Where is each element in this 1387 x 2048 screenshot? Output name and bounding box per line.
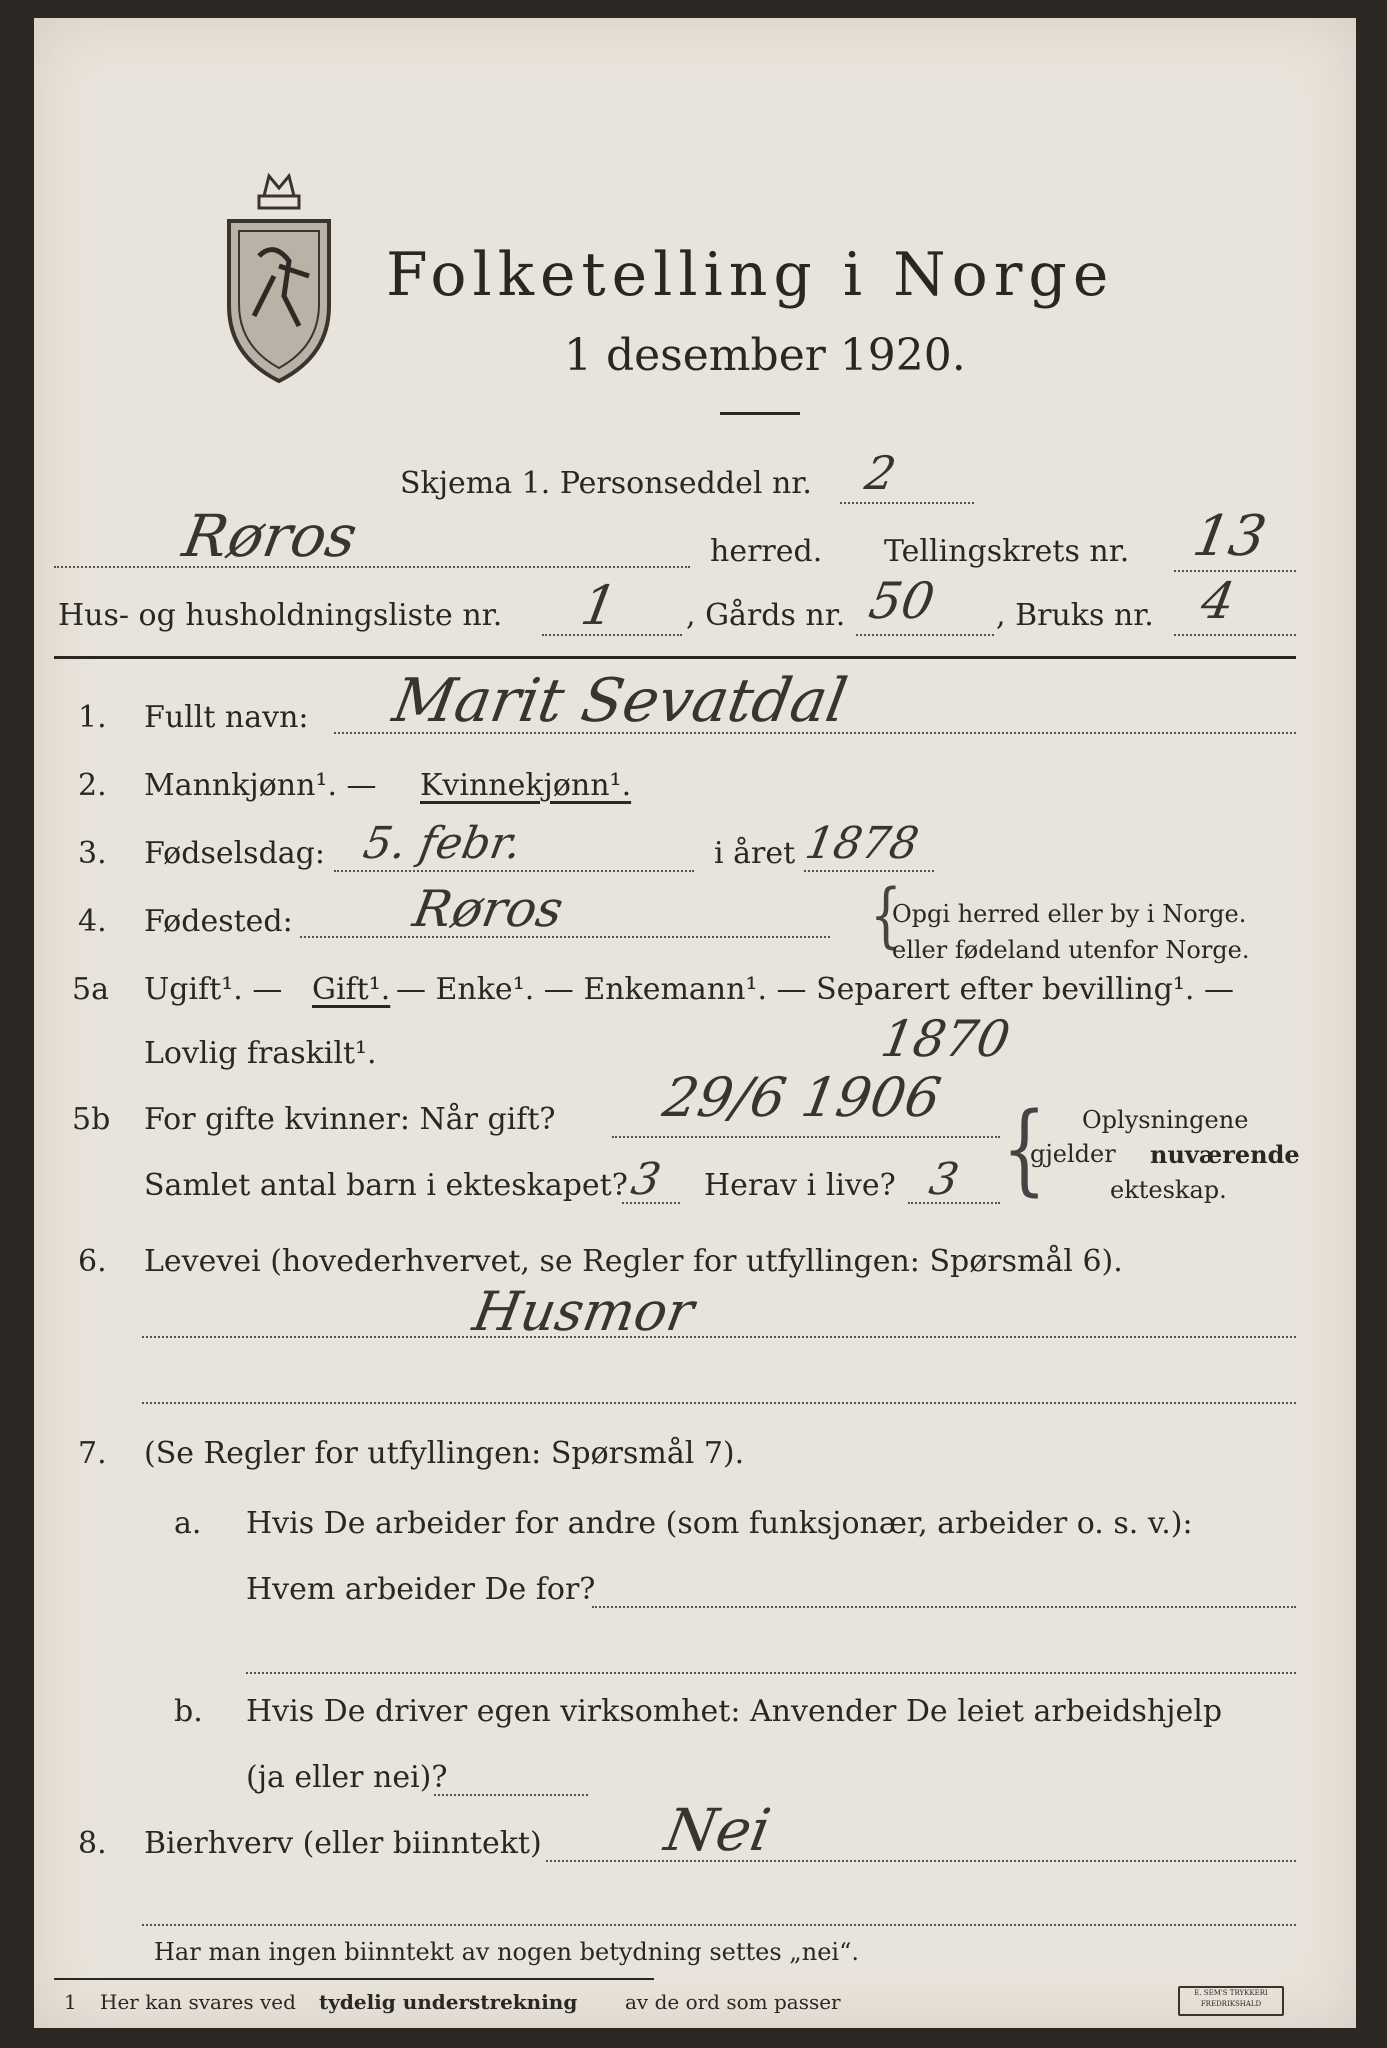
q1-number: 1. — [78, 700, 107, 735]
q2-kvinne-underlined: Kvinnekjønn¹. — [420, 768, 632, 803]
personseddel-line — [840, 502, 974, 504]
page-title: Folketelling i Norge — [386, 240, 1115, 310]
coat-of-arms-icon — [219, 166, 339, 388]
hus-line — [542, 634, 682, 636]
q5b-barn-label: Samlet antal barn i ekteskapet? — [144, 1168, 628, 1203]
q7b-label-2: (ja eller nei)? — [246, 1760, 448, 1795]
footnote-part-c: av de ord som passer — [625, 1990, 841, 2014]
q5b-live-line — [908, 1202, 1000, 1204]
herred-line — [54, 566, 690, 568]
q4-line — [300, 936, 830, 938]
q5b-live-label: Herav i live? — [704, 1168, 896, 1203]
q5b-brace: { — [1002, 1091, 1047, 1207]
hus-label: Hus- og husholdningsliste nr. — [58, 598, 503, 633]
q5b-note-2a: gjelder — [1030, 1140, 1116, 1168]
q1-answer: Marit Sevatdal — [387, 666, 853, 736]
tellingskrets-label: Tellingskrets nr. — [884, 534, 1130, 569]
q5a-line2: Lovlig fraskilt¹. — [144, 1036, 377, 1071]
q7a-line-1 — [592, 1606, 1296, 1608]
q8-number: 8. — [78, 1826, 107, 1861]
title-divider — [720, 412, 800, 415]
q5b-label: For gifte kvinner: Når gift? — [144, 1102, 556, 1137]
q4-note-2: eller fødeland utenfor Norge. — [892, 936, 1250, 964]
skjema-label: Skjema 1. Personseddel nr. — [400, 466, 812, 501]
q7-number: 7. — [78, 1436, 107, 1471]
printer-stamp-line-1: E. SEM'S TRYKKERI — [1194, 1989, 1268, 1997]
q7a-label: Hvis De arbeider for andre (som funksjonær, arbeider o. s. v.): — [246, 1506, 1193, 1541]
tellingskrets-nr: 13 — [1188, 504, 1271, 569]
q4-brace: { — [870, 874, 902, 956]
q7-label: (Se Regler for utfyllingen: Spørsmål 7). — [144, 1436, 745, 1471]
q5a-rest: — Enke¹. — Enkemann¹. — Separert efter bevilling¹. — — [396, 972, 1234, 1007]
q3-year: 1878 — [801, 818, 923, 869]
bruks-line — [1174, 634, 1296, 636]
q3-year-label: i året — [714, 836, 796, 871]
q6-label: Levevei (hovederhvervet, se Regler for utfyllingen: Spørsmål 6). — [144, 1244, 1123, 1279]
q7b-number: b. — [174, 1694, 203, 1729]
q5b-barn: 3 — [627, 1154, 665, 1205]
footnote-number: 1 — [64, 1990, 77, 2014]
footnote-part-a: Her kan svares ved — [100, 1990, 296, 2014]
q4-answer: Røros — [408, 880, 568, 938]
gards-label: , Gårds nr. — [686, 598, 846, 633]
q4-number: 4. — [78, 904, 107, 939]
printer-stamp-line-2: FREDRIKSHALD — [1200, 2000, 1262, 2008]
q5a-note-year: 1870 — [876, 1010, 1015, 1068]
q2-number: 2. — [78, 768, 107, 803]
q7a-number: a. — [174, 1506, 202, 1541]
q3-date-line — [334, 870, 694, 872]
gards-line — [856, 634, 994, 636]
q5b-note-3: ekteskap. — [1110, 1176, 1227, 1204]
q3-number: 3. — [78, 836, 107, 871]
q5b-number: 5b — [72, 1102, 111, 1137]
q5a-ugift: Ugift¹. — — [144, 972, 283, 1007]
q8-answer: Nei — [660, 1796, 776, 1864]
q3-answer: 5. febr. — [359, 818, 526, 869]
q7a-label-2: Hvem arbeider De for? — [246, 1572, 596, 1607]
q5b-live: 3 — [925, 1154, 963, 1205]
q1-label: Fullt navn: — [144, 700, 309, 735]
q8-line — [546, 1860, 1296, 1862]
q2-mann: Mannkjønn¹. — — [144, 768, 377, 803]
q3-year-line — [804, 870, 934, 872]
q6-answer: Husmor — [468, 1280, 699, 1343]
bruks-nr: 4 — [1196, 572, 1239, 630]
herred-value: Røros — [178, 502, 363, 570]
gards-nr: 50 — [864, 572, 939, 630]
q5b-note-1: Oplysningene — [1082, 1106, 1249, 1134]
q6-number: 6. — [78, 1244, 107, 1279]
herred-label: herred. — [710, 534, 823, 569]
q5b-note-2b: nuværende — [1150, 1140, 1300, 1169]
q7b-label: Hvis De driver egen virksomhet: Anvender De leiet arbeidshjelp — [246, 1694, 1223, 1729]
bruks-label: , Bruks nr. — [996, 598, 1154, 633]
census-form-page — [34, 18, 1356, 2028]
q8-label: Bierhverv (eller biinntekt) — [144, 1826, 542, 1861]
q8-line-2 — [142, 1924, 1296, 1926]
census-date: 1 desember 1920. — [564, 330, 966, 381]
printer-stamp — [1178, 1986, 1284, 2016]
q5a-gift-underlined: Gift¹. — [312, 972, 391, 1007]
q4-note-1: Opgi herred eller by i Norge. — [892, 900, 1247, 928]
q4-label: Fødested: — [144, 904, 293, 939]
q3-label: Fødselsdag: — [144, 836, 325, 871]
header-rule — [54, 656, 1296, 659]
q5b-answer: 29/6 1906 — [658, 1066, 946, 1129]
footnote-part-b: tydelig understrekning — [319, 1990, 578, 2014]
q5b-gift-line — [612, 1136, 1000, 1138]
q5a-number: 5a — [72, 972, 109, 1007]
hus-nr: 1 — [576, 574, 622, 637]
q6-line-1 — [142, 1336, 1296, 1338]
footer-note: Har man ingen biinntekt av nogen betydning settes „nei“. — [154, 1938, 859, 1966]
footer-rule — [54, 1978, 654, 1980]
q7b-line — [434, 1794, 588, 1796]
personseddel-nr: 2 — [861, 446, 901, 500]
q7a-line-2 — [246, 1672, 1296, 1674]
q6-line-2 — [142, 1402, 1296, 1404]
